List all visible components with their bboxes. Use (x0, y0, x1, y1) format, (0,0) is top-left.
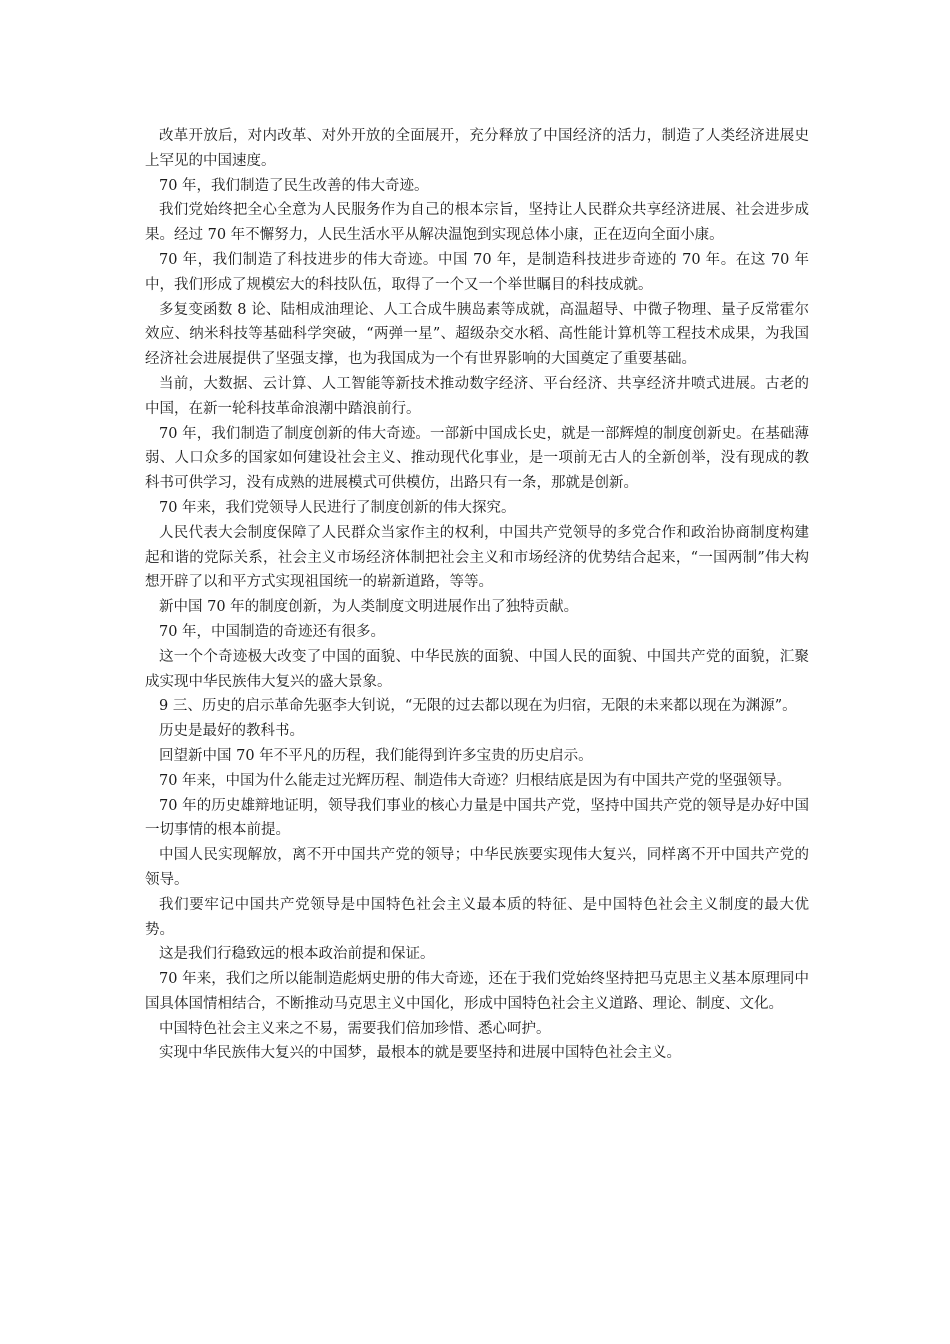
body-paragraph: 70 年来，中国为什么能走过光辉历程、制造伟大奇迹？归根结底是因为有中国共产党的坚强领导。 (159, 772, 792, 789)
body-paragraph: 这一个个奇迹极大改变了中国的面貌、中华民族的面貌、中国人民的面貌、中国共产党的面貌，汇聚成实现中华民族伟大复兴的盛大景象。 (145, 648, 809, 690)
body-paragraph: 70 年，我们制造了民生改善的伟大奇迹。 (159, 177, 429, 194)
body-paragraph: 70 年的历史雄辩地证明，领导我们事业的核心力量是中国共产党，坚持中国共产党的领导是办好中国一切事情的根本前提。 (145, 797, 809, 839)
body-paragraph: 回望新中国 70 年不平凡的历程，我们能得到许多宝贵的历史启示。 (159, 747, 593, 764)
body-paragraph: 中国特色社会主义来之不易，需要我们倍加珍惜、悉心呵护。 (159, 1020, 551, 1037)
body-paragraph: 70 年，我们制造了制度创新的伟大奇迹。一部新中国成长史，就是一部辉煌的制度创新史。在基础薄弱、人口众多的国家如何建设社会主义、推动现代化事业，是一项前无古人的全新创举，没有现成的教科书可供学习，没有成熟的进展模式可供模仿，出路只有一条，那就是创新。 (145, 425, 809, 492)
body-paragraph: 这是我们行稳致远的根本政治前提和保证。 (159, 946, 435, 963)
body-paragraph: 历史是最好的教科书。 (159, 723, 304, 740)
body-paragraph: 9 三、历史的启示革命先驱李大钊说，“无限的过去都以现在为归宿，无限的未来都以现在为渊源”。 (159, 698, 797, 715)
body-paragraph: 改革开放后，对内改革、对外开放的全面展开，充分释放了中国经济的活力，制造了人类经济进展史上罕见的中国速度。 (145, 128, 809, 169)
body-paragraph: 70 年，中国制造的奇迹还有很多。 (159, 623, 386, 640)
body-paragraph: 70 年，我们制造了科技进步的伟大奇迹。中国 70 年，是制造科技进步奇迹的 70 年。在这 70 年中，我们形成了规模宏大的科技队伍，取得了一个又一个举世瞩目的科技成就。 (145, 251, 809, 293)
document-body (145, 124, 809, 1066)
body-paragraph: 实现中华民族伟大复兴的中国梦，最根本的就是要坚持和进展中国特色社会主义。 (159, 1045, 681, 1062)
body-paragraph: 人民代表大会制度保障了人民群众当家作主的权利，中国共产党领导的多党合作和政治协商制度构建起和谐的党际关系，社会主义市场经济体制把社会主义和市场经济的优势结合起来，“一国两制”伟大构想开辟了以和平方式实现祖国统一的崭新道路，等等。 (145, 524, 809, 591)
body-paragraph: 70 年来，我们党领导人民进行了制度创新的伟大探究。 (159, 499, 516, 516)
body-paragraph: 当前，大数据、云计算、人工智能等新技术推动数字经济、平台经济、共享经济井喷式进展。古老的中国，在新一轮科技革命浪潮中踏浪前行。 (145, 375, 809, 417)
body-paragraph: 我们要牢记中国共产党领导是中国特色社会主义最本质的特征、是中国特色社会主义制度的最大优势。 (145, 896, 809, 938)
body-paragraph: 多复变函数 8 论、陆相成油理论、人工合成牛胰岛素等成就，高温超导、中微子物理、量子反常霍尔效应、纳米科技等基础科学突破，“两弹一星”、超级杂交水稻、高性能计算机等工程技术成果，为我国经济社会进展提供了坚强支撑，也为我国成为一个有世界影响的大国奠定了重要基础。 (145, 301, 809, 368)
body-paragraph: 新中国 70 年的制度创新，为人类制度文明进展作出了独特贡献。 (159, 599, 579, 616)
body-paragraph: 我们党始终把全心全意为人民服务作为自己的根本宗旨，坚持让人民群众共享经济进展、社会进步成果。经过 70 年不懈努力，人民生活水平从解决温饱到实现总体小康，正在迈向全面小康。 (145, 202, 809, 244)
body-paragraph: 70 年来，我们之所以能制造彪炳史册的伟大奇迹，还在于我们党始终坚持把马克思主义基本原理同中国具体国情相结合，不断推动马克思主义中国化，形成中国特色社会主义道路、理论、制度、文化。 (145, 971, 809, 1012)
body-paragraph: 中国人民实现解放，离不开中国共产党的领导；中华民族要实现伟大复兴，同样离不开中国共产党的领导。 (145, 847, 809, 888)
